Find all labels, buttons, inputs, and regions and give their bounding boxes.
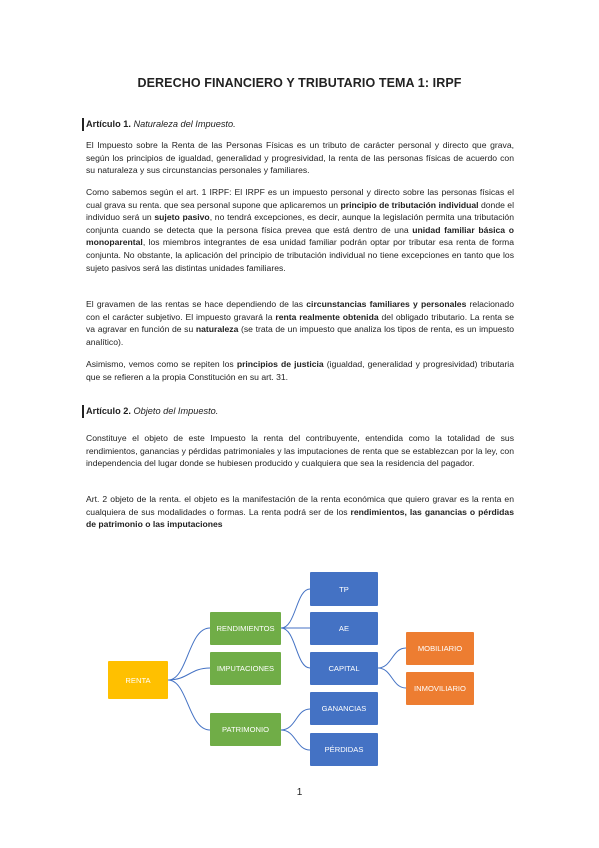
bold-text: naturaleza xyxy=(195,324,239,335)
node-inmoviliario: INMOVILIARIO xyxy=(406,672,474,705)
article-2-name: Objeto del Impuesto. xyxy=(133,406,219,416)
text: relacionado con el carácter subjetivo. El impuesto gravará la xyxy=(86,299,514,322)
connector xyxy=(168,680,210,730)
node-perdidas: PÉRDIDAS xyxy=(310,733,378,766)
section-marker xyxy=(82,118,84,131)
connector xyxy=(281,628,310,668)
node-ae: AE xyxy=(310,612,378,645)
article-2-number: Artículo 2. xyxy=(86,406,131,416)
text: , no tendrá excepciones, es decir, aunque la legislación permita una tributación conjunta cuando se detecta que la persona física preveа que está dentro de una xyxy=(86,212,514,235)
document-title: DERECHO FINANCIERO Y TRIBUTARIO TEMA 1: IRPF xyxy=(137,76,462,90)
node-capital: CAPITAL xyxy=(310,652,378,685)
node-mobiliario: MOBILIARIO xyxy=(406,632,474,665)
text: (se trata de un impuesto que analiza los tipos de renta, es un impuesto analítico). xyxy=(86,324,514,347)
diagram-connectors xyxy=(0,560,599,770)
bold-text: principio de tributación individual xyxy=(340,199,479,210)
paragraph-4 xyxy=(86,358,514,383)
connector xyxy=(378,668,406,688)
text: Asimismo, vemos como se repiten los xyxy=(86,359,237,369)
article-1-number: Artículo 1. xyxy=(86,119,131,129)
bold-text: renta realmente obtenida xyxy=(275,311,379,322)
bold-text: rendimientos, las ganancias o pérdidas de patrimonio o las imputaciones xyxy=(86,506,514,530)
article-1-name: Naturaleza del Impuesto. xyxy=(133,119,236,129)
article-1-heading xyxy=(86,119,514,129)
node-renta: RENTA xyxy=(108,661,168,699)
connector xyxy=(168,628,210,680)
bold-text: circunstancias familiares y personales xyxy=(306,299,467,309)
connector xyxy=(281,730,310,750)
bold-text: principios de justicia xyxy=(236,359,324,369)
text: , los miembros integrantes de esa unidad familiar podrán optar por tributar esa renta de forma conjunta. No obstante, la aplicación del principio de tributación individual no tiene excepciones en tanto que los sujeto pasivos será las distintas unidades familiares. xyxy=(86,237,514,273)
renta-diagram xyxy=(0,560,599,770)
paragraph-3 xyxy=(86,298,514,348)
text: El gravamen de las rentas se hace dependiendo de las xyxy=(86,299,307,309)
paragraph-2 xyxy=(86,186,514,274)
paragraph-6 xyxy=(86,493,514,531)
node-patrimonio: PATRIMONIO xyxy=(210,713,281,746)
node-imputaciones: IMPUTACIONES xyxy=(210,652,281,685)
text: Como sabemos según el art. 1 IRPF: El IRPF es un impuesto personal y directo sobre las personas físicas el cual grava su renta. que sea personal supone que aplicaremos un xyxy=(86,187,514,210)
node-tp: TP xyxy=(310,572,378,606)
connector xyxy=(281,709,310,730)
article-2-heading xyxy=(86,406,514,416)
text: donde el individuo será un xyxy=(86,199,514,223)
connector xyxy=(378,648,406,668)
bold-text: sujeto pasivo xyxy=(154,212,210,223)
node-ganancias: GANANCIAS xyxy=(310,692,378,725)
bold-text: unidad familiar básica o monoparental xyxy=(86,224,514,248)
text: Art. 2 objeto de la renta. el objeto es la manifestación de la renta económica que quiero gravar es la renta en cualquiera de sus modalidades o formas. La renta podrá ser de los xyxy=(86,494,514,517)
paragraph-1: El Impuesto sobre la Renta de las Personas Físicas es un tributo de carácter personal y directo que grava, según los principios de igualdad, generalidad y progresividad, la renta de las personas físicas de acuerdo con su naturaleza y sus circunstancias personales y familiares. xyxy=(86,140,514,176)
text: del obligado tributario. La renta se va agravar en función de su xyxy=(86,311,514,335)
section-marker xyxy=(82,405,84,418)
text: (igualdad, generalidad y progresividad) tributaria que se refieren a la propia Constitución en su art. 31. xyxy=(86,359,515,382)
connector xyxy=(281,589,310,628)
paragraph-5: Constituye el objeto de este Impuesto la renta del contribuyente, entendida como la totalidad de sus rendimientos, ganancias y pérdidas patrimoniales y las imputaciones de renta que se establezcan por la ley, con independencia del lugar donde se hubiesen producido y cualquiera que sea la residencia del pagador. xyxy=(86,433,514,469)
node-rendimientos: RENDIMIENTOS xyxy=(210,612,281,645)
page-number: 1 xyxy=(296,787,303,798)
